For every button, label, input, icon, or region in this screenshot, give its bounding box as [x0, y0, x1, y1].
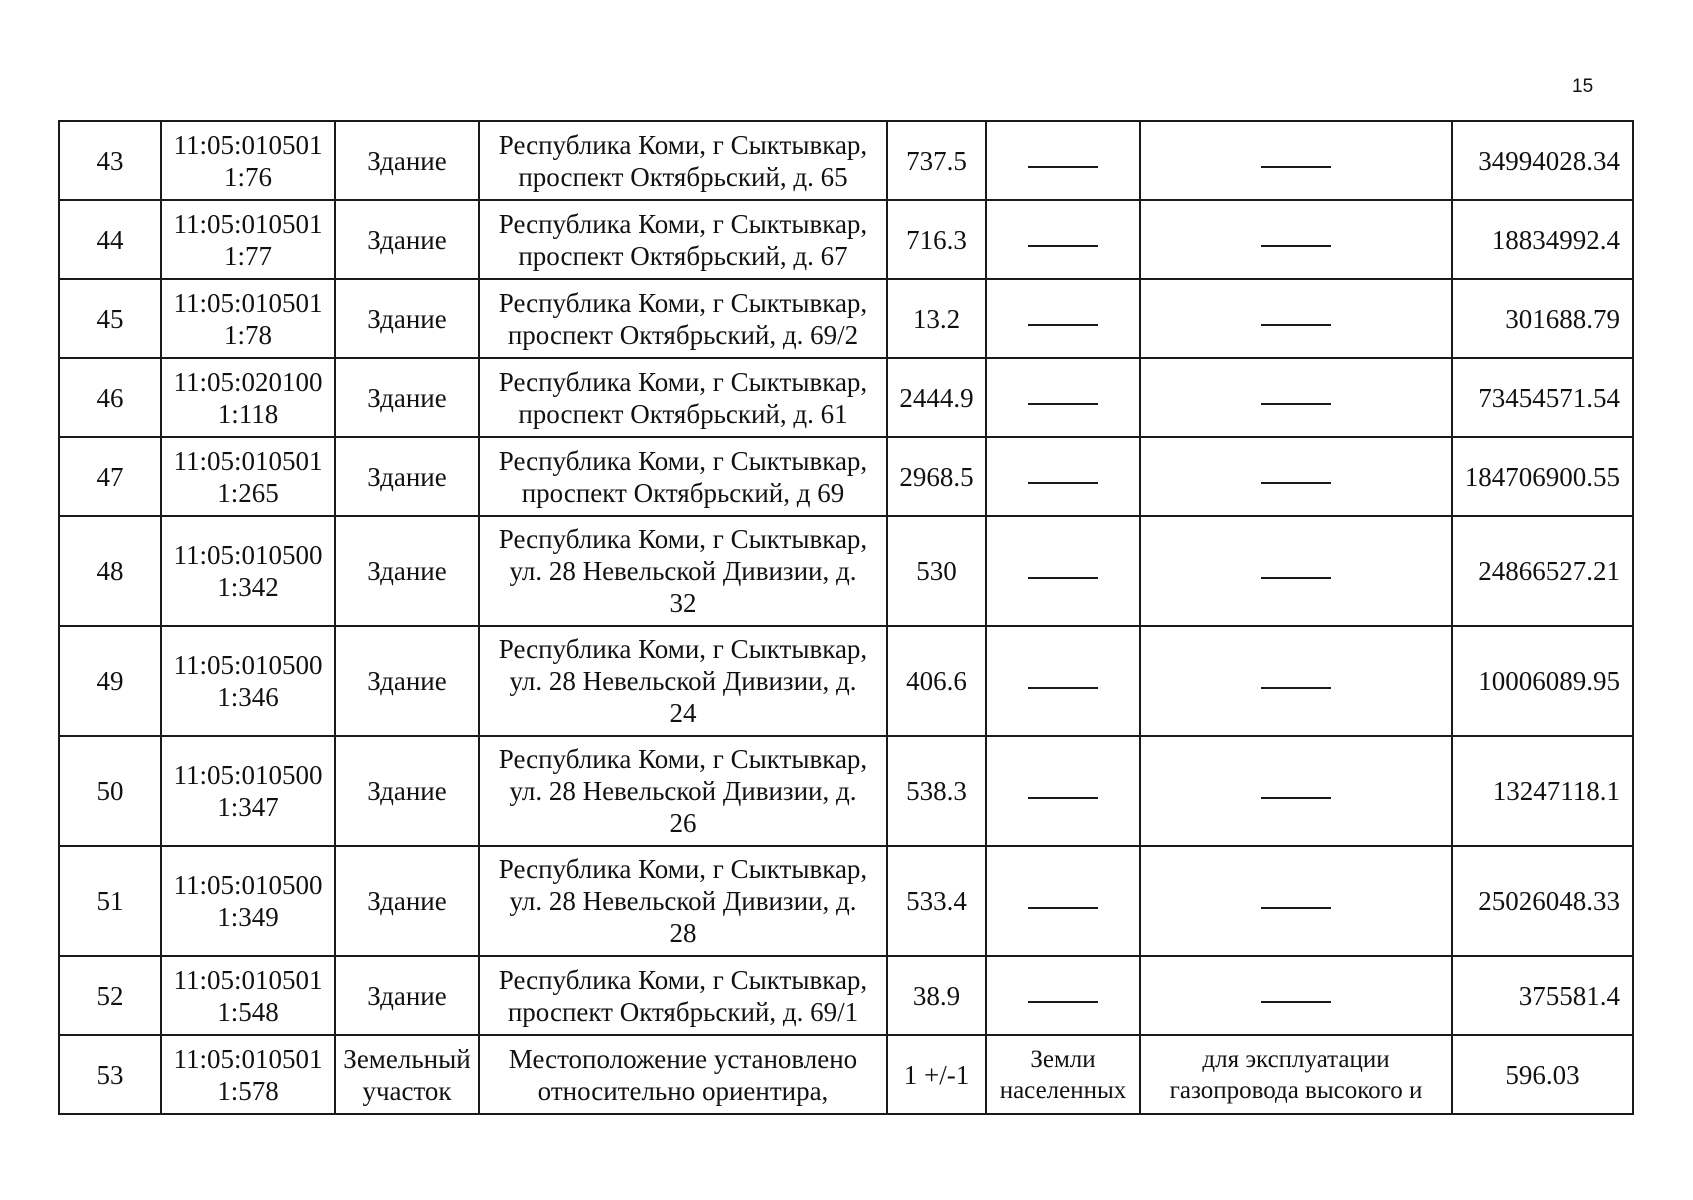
row-number: 48 [59, 516, 161, 626]
cadastral-number: 11:05:010500 1:349 [161, 846, 335, 956]
table-row [59, 516, 1633, 626]
cadastral-number: 11:05:010501 1:76 [161, 121, 335, 200]
land-category [986, 121, 1140, 200]
table-row [59, 121, 1633, 200]
property-table [58, 120, 1634, 1115]
area: 530 [887, 516, 986, 626]
area: 538.3 [887, 736, 986, 846]
empty-dash [1028, 324, 1098, 326]
land-category [986, 626, 1140, 736]
area: 533.4 [887, 846, 986, 956]
permitted-use [1140, 279, 1452, 358]
permitted-use [1140, 846, 1452, 956]
empty-dash [1028, 245, 1098, 247]
address: Местоположение установлено относительно ориентира, [479, 1035, 887, 1114]
object-type: Здание [335, 279, 479, 358]
permitted-use [1140, 121, 1452, 200]
table-row [59, 956, 1633, 1035]
table-row [59, 437, 1633, 516]
object-type: Здание [335, 846, 479, 956]
row-number: 52 [59, 956, 161, 1035]
table-row [59, 279, 1633, 358]
cadastral-value: 18834992.4 [1452, 200, 1633, 279]
permitted-use [1140, 437, 1452, 516]
empty-dash [1261, 324, 1331, 326]
empty-dash [1261, 482, 1331, 484]
address: Республика Коми, г Сыктывкар, проспект Октябрьский, д. 65 [479, 121, 887, 200]
address: Республика Коми, г Сыктывкар, ул. 28 Невельской Дивизии, д. 28 [479, 846, 887, 956]
empty-dash [1028, 797, 1098, 799]
row-number: 47 [59, 437, 161, 516]
object-type: Здание [335, 626, 479, 736]
cadastral-value: 301688.79 [1452, 279, 1633, 358]
row-number: 50 [59, 736, 161, 846]
object-type: Здание [335, 736, 479, 846]
empty-dash [1028, 166, 1098, 168]
land-category [986, 956, 1140, 1035]
cadastral-number: 11:05:010501 1:265 [161, 437, 335, 516]
table-row [59, 736, 1633, 846]
cadastral-value: 184706900.55 [1452, 437, 1633, 516]
area: 2968.5 [887, 437, 986, 516]
row-number: 46 [59, 358, 161, 437]
empty-dash [1261, 403, 1331, 405]
area: 13.2 [887, 279, 986, 358]
area: 2444.9 [887, 358, 986, 437]
land-category [986, 516, 1140, 626]
area: 716.3 [887, 200, 986, 279]
row-number: 49 [59, 626, 161, 736]
object-type: Здание [335, 121, 479, 200]
address: Республика Коми, г Сыктывкар, проспект Октябрьский, д 69 [479, 437, 887, 516]
cadastral-number: 11:05:010500 1:342 [161, 516, 335, 626]
cadastral-number: 11:05:010501 1:548 [161, 956, 335, 1035]
cadastral-number: 11:05:010501 1:578 [161, 1035, 335, 1114]
permitted-use [1140, 626, 1452, 736]
address: Республика Коми, г Сыктывкар, ул. 28 Невельской Дивизии, д. 32 [479, 516, 887, 626]
cadastral-number: 11:05:010501 1:78 [161, 279, 335, 358]
cadastral-value: 10006089.95 [1452, 626, 1633, 736]
empty-dash [1028, 403, 1098, 405]
cadastral-value: 375581.4 [1452, 956, 1633, 1035]
land-category [986, 437, 1140, 516]
empty-dash [1261, 245, 1331, 247]
permitted-use [1140, 956, 1452, 1035]
empty-dash [1261, 687, 1331, 689]
cadastral-number: 11:05:010501 1:77 [161, 200, 335, 279]
empty-dash [1261, 577, 1331, 579]
row-number: 51 [59, 846, 161, 956]
permitted-use [1140, 736, 1452, 846]
object-type: Земельный участок [335, 1035, 479, 1114]
table-row [59, 846, 1633, 956]
page-number: 15 [1572, 76, 1594, 97]
table-row [59, 200, 1633, 279]
cadastral-value: 34994028.34 [1452, 121, 1633, 200]
cadastral-value: 24866527.21 [1452, 516, 1633, 626]
object-type: Здание [335, 200, 479, 279]
cadastral-value: 73454571.54 [1452, 358, 1633, 437]
object-type: Здание [335, 956, 479, 1035]
empty-dash [1261, 166, 1331, 168]
address: Республика Коми, г Сыктывкар, ул. 28 Невельской Дивизии, д. 26 [479, 736, 887, 846]
table-row [59, 1035, 1633, 1114]
address: Республика Коми, г Сыктывкар, ул. 28 Невельской Дивизии, д. 24 [479, 626, 887, 736]
row-number: 43 [59, 121, 161, 200]
empty-dash [1261, 907, 1331, 909]
land-category [986, 736, 1140, 846]
empty-dash [1028, 577, 1098, 579]
permitted-use [1140, 200, 1452, 279]
land-category [986, 279, 1140, 358]
address: Республика Коми, г Сыктывкар, проспект Октябрьский, д. 69/2 [479, 279, 887, 358]
land-category [986, 358, 1140, 437]
empty-dash [1028, 687, 1098, 689]
table-row [59, 626, 1633, 736]
address: Республика Коми, г Сыктывкар, проспект Октябрьский, д. 69/1 [479, 956, 887, 1035]
address: Республика Коми, г Сыктывкар, проспект Октябрьский, д. 67 [479, 200, 887, 279]
object-type: Здание [335, 358, 479, 437]
cadastral-value: 25026048.33 [1452, 846, 1633, 956]
cadastral-value: 596.03 [1452, 1035, 1633, 1114]
land-category [986, 200, 1140, 279]
permitted-use [1140, 516, 1452, 626]
empty-dash [1028, 482, 1098, 484]
area: 737.5 [887, 121, 986, 200]
cadastral-number: 11:05:020100 1:118 [161, 358, 335, 437]
object-type: Здание [335, 437, 479, 516]
permitted-use: для эксплуатации газопровода высокого и [1140, 1035, 1452, 1114]
table-body [59, 121, 1633, 1114]
land-category: Земли населенных [986, 1035, 1140, 1114]
cadastral-number: 11:05:010500 1:346 [161, 626, 335, 736]
area: 406.6 [887, 626, 986, 736]
cadastral-value: 13247118.1 [1452, 736, 1633, 846]
table-row [59, 358, 1633, 437]
empty-dash [1261, 1001, 1331, 1003]
object-type: Здание [335, 516, 479, 626]
permitted-use [1140, 358, 1452, 437]
empty-dash [1028, 1001, 1098, 1003]
area: 1 +/-1 [887, 1035, 986, 1114]
area: 38.9 [887, 956, 986, 1035]
row-number: 45 [59, 279, 161, 358]
empty-dash [1261, 797, 1331, 799]
row-number: 53 [59, 1035, 161, 1114]
empty-dash [1028, 907, 1098, 909]
address: Республика Коми, г Сыктывкар, проспект Октябрьский, д. 61 [479, 358, 887, 437]
row-number: 44 [59, 200, 161, 279]
cadastral-number: 11:05:010500 1:347 [161, 736, 335, 846]
land-category [986, 846, 1140, 956]
